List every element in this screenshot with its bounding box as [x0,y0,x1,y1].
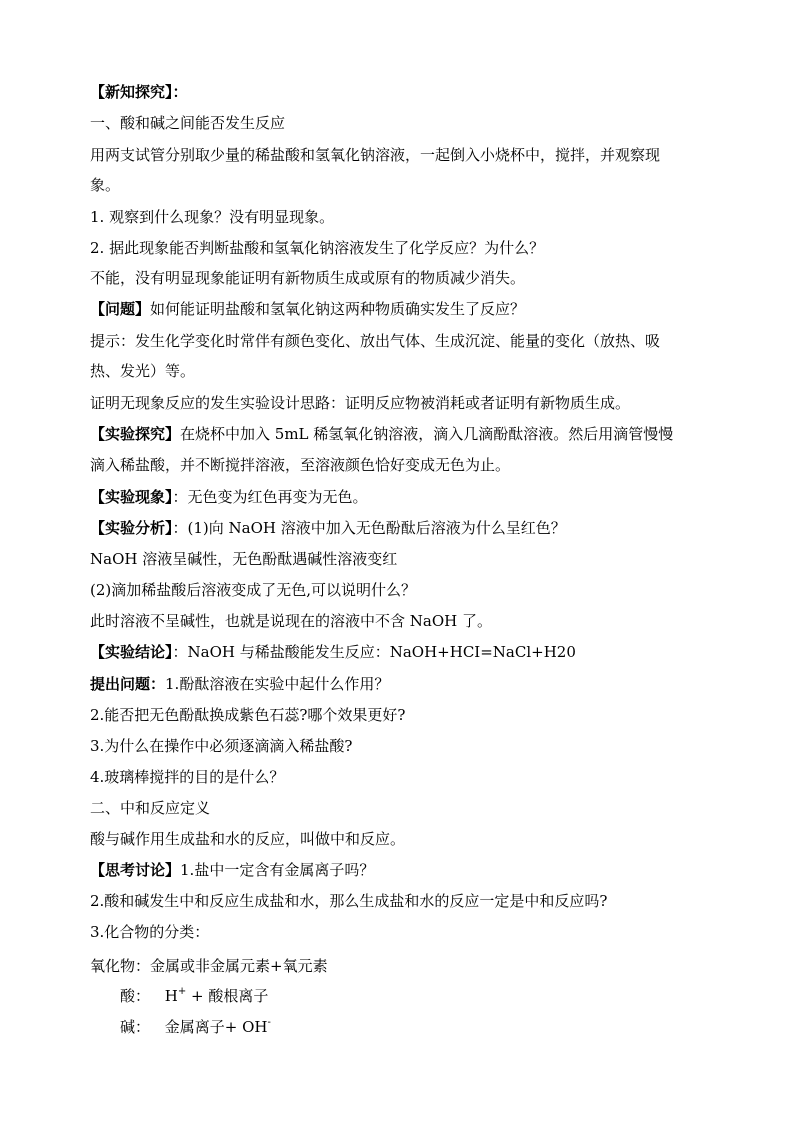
phenomenon-line [90,487,368,507]
base-classification [120,1017,271,1037]
base-hydroxide-charge: - [267,1017,271,1028]
conclusion-label: 【实验结论】 [90,643,173,661]
experiment-line-1 [90,424,673,444]
problem-line [90,299,525,319]
question-1: 1. 观察到什么现象？没有明显现象。 [90,208,335,226]
discussion-question-1: 1.盐中一定含有金属离子吗？ [180,861,375,879]
acid-hydrogen-charge: + [177,986,187,997]
question-2-answer: 不能，没有明显现象能证明有新物质生成或原有的物质减少消失。 [90,269,526,287]
hint-line-1: 提示：发生化学变化时常伴有颜色变化、放出气体、生成沉淀、能量的变化（放热、吸 [90,332,661,350]
acid-classification [120,986,268,1006]
design-idea: 证明无现象反应的发生实验设计思路：证明反应物被消耗或者证明有新物质生成。 [90,394,631,412]
oxide-classification: 氧化物：金属或非金属元素+氧元素 [90,957,328,975]
phenomenon-text: ：无色变为红色再变为无色。 [172,488,368,506]
problem-text: 如何能证明盐酸和氢氧化钠这两种物质确实发生了反应？ [150,300,526,318]
analysis-label: 【实验分析】 [90,519,173,537]
acid-label: 酸： [120,987,151,1005]
hint-line-2: 热、发光）等。 [90,362,196,380]
analysis-answer-2: 此时溶液不呈碱性，也就是说现在的溶液中不含 NaOH 了。 [90,612,492,630]
raise-question-1: 1.酚酞溶液在实验中起什么作用？ [165,675,390,693]
problem-label: 【问题】 [90,300,151,318]
discussion-line [90,860,374,880]
section1-title: 一、酸和碱之间能否发生反应 [90,114,286,132]
discussion-label: 【思考讨论】 [90,861,181,879]
section2-title: 二、中和反应定义 [90,799,211,817]
analysis-question-2: (2)滴加稀盐酸后溶液变成了无色,可以说明什么？ [90,581,417,599]
definition: 酸与碱作用生成盐和水的反应，叫做中和反应。 [90,830,406,848]
discussion-question-3: 3.化合物的分类： [90,923,210,941]
acid-hydrogen: H [164,987,178,1005]
intro-line-1: 用两支试管分别取少量的稀盐酸和氢氧化钠溶液，一起倒入小烧杯中，搅拌，并观察现 [90,146,661,164]
raise-question-4: 4.玻璃棒搅拌的目的是什么？ [90,768,285,786]
heading: 【新知探究】： [90,83,188,101]
experiment-text-1: 在烧杯中加入 5mL 稀氢氧化钠溶液，滴入几滴酚酞溶液。然后用滴管慢慢 [180,425,674,443]
raise-questions-label: 提出问题： [90,675,166,693]
experiment-line-2: 滴入稀盐酸，并不断搅拌溶液，至溶液颜色恰好变成无色为止。 [90,456,511,474]
acid-rest: + 酸根离子 [186,987,269,1005]
analysis-answer-1: NaOH 溶液呈碱性，无色酚酞遇碱性溶液变红 [90,550,398,568]
analysis-text: ：(1)向 NaOH 溶液中加入无色酚酞后溶液为什么呈红色？ [172,519,566,537]
phenomenon-label: 【实验现象】 [90,488,173,506]
base-text: 金属离子+ OH [164,1018,268,1036]
conclusion-line [90,642,576,662]
question-2: 2. 据此现象能否判断盐酸和氢氧化钠溶液发生了化学反应？为什么？ [90,239,545,257]
raise-question-3: 3.为什么在操作中必须逐滴滴入稀盐酸? [90,737,353,755]
discussion-question-2: 2.酸和碱发生中和反应生成盐和水，那么生成盐和水的反应一定是中和反应吗? [90,892,608,910]
experiment-label: 【实验探究】 [90,425,181,443]
raise-questions-line [90,674,389,694]
raise-question-2: 2.能否把无色酚酞换成紫色石蕊?哪个效果更好? [90,706,406,724]
base-label: 碱： [120,1018,151,1036]
conclusion-text: ：NaOH 与稀盐酸能发生反应：NaOH+HCI=NaCl+H20 [172,643,576,661]
intro-line-2: 象。 [90,176,121,194]
analysis-line [90,518,566,538]
